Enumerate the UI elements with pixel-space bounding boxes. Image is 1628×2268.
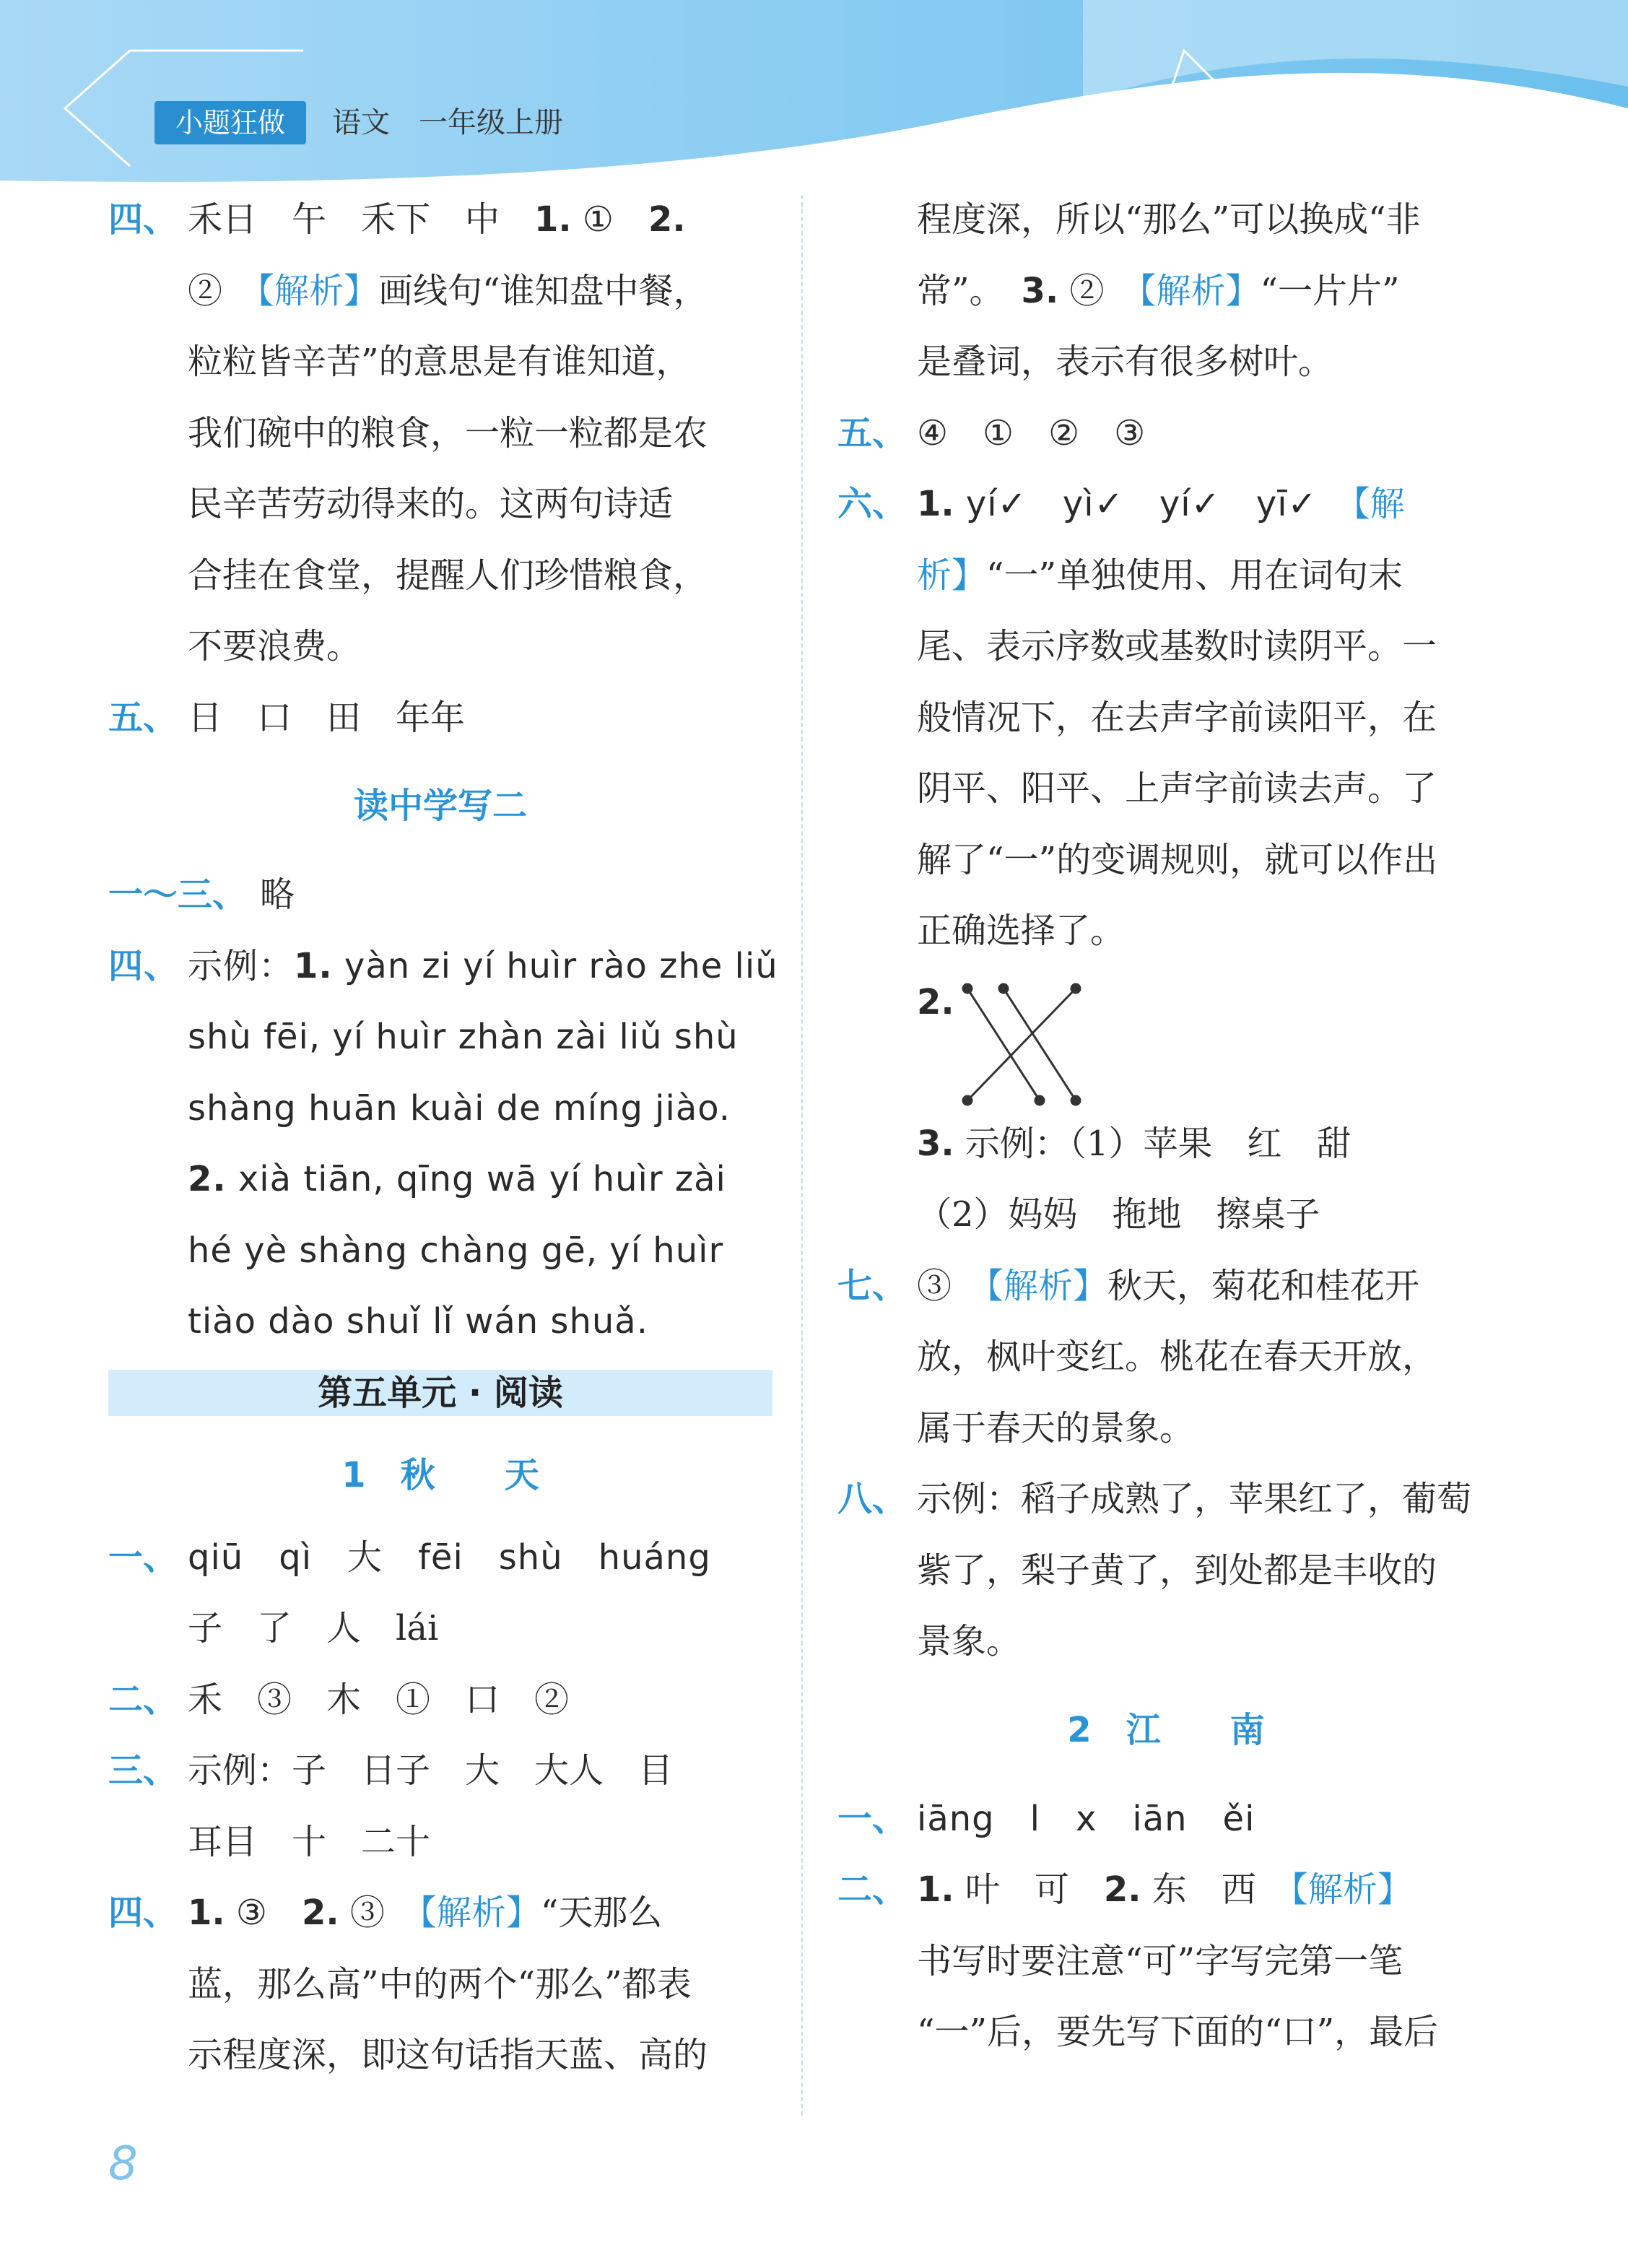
answer-row	[108, 1735, 772, 1807]
header-subject: 语文 一年级上册	[332, 106, 563, 139]
answer-text: ④ ① ② ③	[917, 412, 1146, 453]
unit-banner: 第五单元 · 阅读	[108, 1370, 772, 1416]
answer-row: 粒粒皆辛苦”的意思是有谁知道，	[188, 342, 691, 382]
answer-text: 示例：（1）苹果 红 甜	[954, 1123, 1351, 1164]
answer-row	[837, 1108, 1494, 1180]
answer-row	[837, 398, 1494, 469]
item-number: 2.	[188, 1159, 227, 1199]
answer-row	[837, 256, 1494, 327]
answer-row	[837, 1854, 1494, 1926]
section-label: 四、	[108, 945, 180, 986]
analysis-tag: 【解析】	[1290, 1869, 1412, 1910]
section-label: 二、	[837, 1869, 907, 1910]
answer-text: ③	[225, 1893, 302, 1933]
answer-row	[108, 682, 772, 754]
answer-row	[108, 184, 772, 256]
answer-row: shù fēi, yí huìr zhàn zài liǔ shù	[188, 1017, 739, 1057]
analysis-tag: 【解析】	[1139, 270, 1261, 311]
answer-row	[108, 1664, 772, 1736]
section-label: 一～三、	[108, 874, 248, 915]
answer-row	[108, 859, 772, 931]
matching-lines-diagram	[953, 974, 1126, 1111]
answer-text: 叶 可	[954, 1869, 1104, 1910]
answer-text: 画线句“谁知盘中餐，	[378, 270, 708, 311]
item-number: 1.	[534, 199, 572, 240]
answer-text: 示例：子 日子 大 大人 目	[188, 1750, 674, 1791]
section-label: 五、	[837, 412, 907, 453]
section-label: 八、	[837, 1479, 907, 1519]
item-number: 2.	[648, 199, 686, 240]
answer-text: “一”单独使用、用在词句末	[986, 555, 1403, 596]
answer-text: 东 西	[1141, 1869, 1291, 1910]
answer-row: 不要浪费。	[188, 626, 362, 666]
section-label: 二、	[108, 1679, 178, 1720]
answer-row-matching	[837, 967, 1494, 1108]
answer-text: ③	[917, 1265, 987, 1306]
item-number: 2.	[917, 981, 954, 1022]
answer-row	[108, 1522, 772, 1594]
answer-row	[837, 1464, 1494, 1535]
lesson-title: 2 江 南	[1067, 1709, 1265, 1750]
answer-row: 程度深，所以“那么”可以换成“非	[917, 199, 1421, 240]
answer-row: 民辛苦劳动得来的。这两句诗适	[188, 484, 674, 524]
answer-text: ②	[188, 270, 258, 311]
answer-row: 合挂在食堂，提醒人们珍惜粮食，	[188, 555, 708, 596]
answer-row	[837, 469, 1494, 540]
answer-row: tiào dào shuǐ lǐ wán shuǎ.	[188, 1301, 648, 1342]
item-number: 1.	[917, 484, 954, 524]
left-column	[108, 184, 778, 2091]
answer-row: 般情况下，在去声字前读阳平，在	[917, 697, 1437, 738]
answer-row	[108, 1877, 772, 1949]
answer-text: ①	[571, 199, 648, 240]
answer-row	[837, 540, 1494, 612]
answer-row: 阴平、阳平、上声字前读去声。了	[917, 768, 1437, 809]
answer-text: “天那么	[540, 1893, 663, 1933]
answer-text: qiū qì 大 fēi shù huáng	[188, 1537, 711, 1578]
answer-text: yàn zi yí huìr rào zhe liǔ	[332, 945, 778, 986]
answer-text: ③	[339, 1893, 419, 1933]
section-label: 一、	[837, 1798, 907, 1839]
answer-row: （2）妈妈 拖地 擦桌子	[917, 1194, 1320, 1235]
answer-row: 示程度深，即这句话指天蓝、高的	[188, 2035, 708, 2075]
answer-text: 禾 ③ 木 ① 口 ②	[188, 1679, 570, 1720]
answer-row: 属于春天的景象。	[917, 1407, 1195, 1448]
analysis-tag: 【解	[1352, 484, 1405, 524]
answer-row: “一”后，要先写下面的“口”，最后	[917, 2012, 1439, 2052]
analysis-tag: 【解析】	[257, 270, 379, 311]
section-label: 五、	[108, 697, 178, 738]
answer-text: 日 口 田 年年	[188, 697, 466, 738]
answer-text: 示例：	[188, 945, 295, 986]
answer-text: 秋天，菊花和桂花开	[1107, 1265, 1420, 1306]
item-number: 2.	[1103, 1869, 1141, 1910]
answer-row: shàng huān kuài de míng jiào.	[188, 1087, 731, 1129]
answer-row: 尾、表示序数或基数时读阴平。一	[917, 626, 1437, 666]
column-divider	[801, 195, 803, 2116]
section-label: 四、	[108, 199, 178, 240]
section-label: 六、	[837, 484, 907, 524]
answer-row: 放，枫叶变红。桃花在春天开放，	[917, 1337, 1437, 1377]
item-number: 3.	[917, 1123, 954, 1164]
answer-row: 正确选择了。	[917, 911, 1126, 951]
answer-text: xià tiān, qīng wā yí huìr zài	[226, 1159, 726, 1199]
answer-row: 子 了 人 lái	[188, 1608, 439, 1648]
analysis-tag: 【解析】	[419, 1893, 541, 1933]
answer-text: “一片片”	[1260, 270, 1400, 311]
answer-row	[837, 1251, 1494, 1322]
analysis-tag: 【解析】	[986, 1265, 1108, 1306]
answer-text: 略	[260, 874, 295, 915]
answer-row: 我们碗中的粮食，一粒一粒都是农	[188, 412, 708, 453]
page-number: 8	[108, 2137, 138, 2191]
answer-row	[108, 931, 778, 1002]
answer-text: 常”。	[917, 270, 1022, 311]
section-label: 四、	[108, 1893, 178, 1933]
section-label: 一、	[108, 1537, 178, 1578]
item-number: 1.	[188, 1893, 225, 1933]
answer-row: 解了“一”的变调规则，就可以作出	[917, 839, 1438, 880]
item-number: 1.	[294, 945, 333, 986]
section-label: 七、	[837, 1265, 907, 1306]
item-number: 2.	[301, 1893, 339, 1933]
header-badge: 小题狂做	[154, 101, 306, 144]
answer-row: 书写时要注意“可”字写完第一笔	[917, 1940, 1403, 1981]
item-number: 3.	[1021, 270, 1059, 311]
answer-row: 耳目 十 二十	[188, 1821, 431, 1862]
section-label: 三、	[108, 1750, 178, 1791]
answer-row	[837, 1783, 1494, 1855]
answer-row	[108, 256, 772, 327]
answer-text: 禾日 午 禾下 中	[188, 199, 535, 240]
analysis-tag: 析】	[917, 555, 987, 596]
answer-text: iāng l x iān ěi	[917, 1798, 1255, 1839]
answer-row: 景象。	[917, 1621, 1022, 1661]
answer-row: 是叠词，表示有很多树叶。	[917, 342, 1333, 382]
answer-text: yí✓ yì✓ yí✓ yī✓	[954, 484, 1353, 524]
answer-row	[108, 1144, 772, 1215]
answer-row: 蓝，那么高”中的两个“那么”都表	[188, 1963, 692, 2004]
answer-text: ②	[1058, 270, 1139, 311]
lesson-title: 1 秋 天	[341, 1454, 539, 1495]
answer-row: hé yè shàng chàng gē, yí huìr	[188, 1230, 724, 1271]
answer-text: 示例：稻子成熟了，苹果红了，葡萄	[917, 1479, 1472, 1519]
right-column	[837, 184, 1494, 2068]
answer-row: 紫了，梨子黄了，到处都是丰收的	[917, 1550, 1437, 1591]
section-heading: 读中学写二	[353, 786, 527, 826]
item-number: 1.	[917, 1869, 954, 1910]
